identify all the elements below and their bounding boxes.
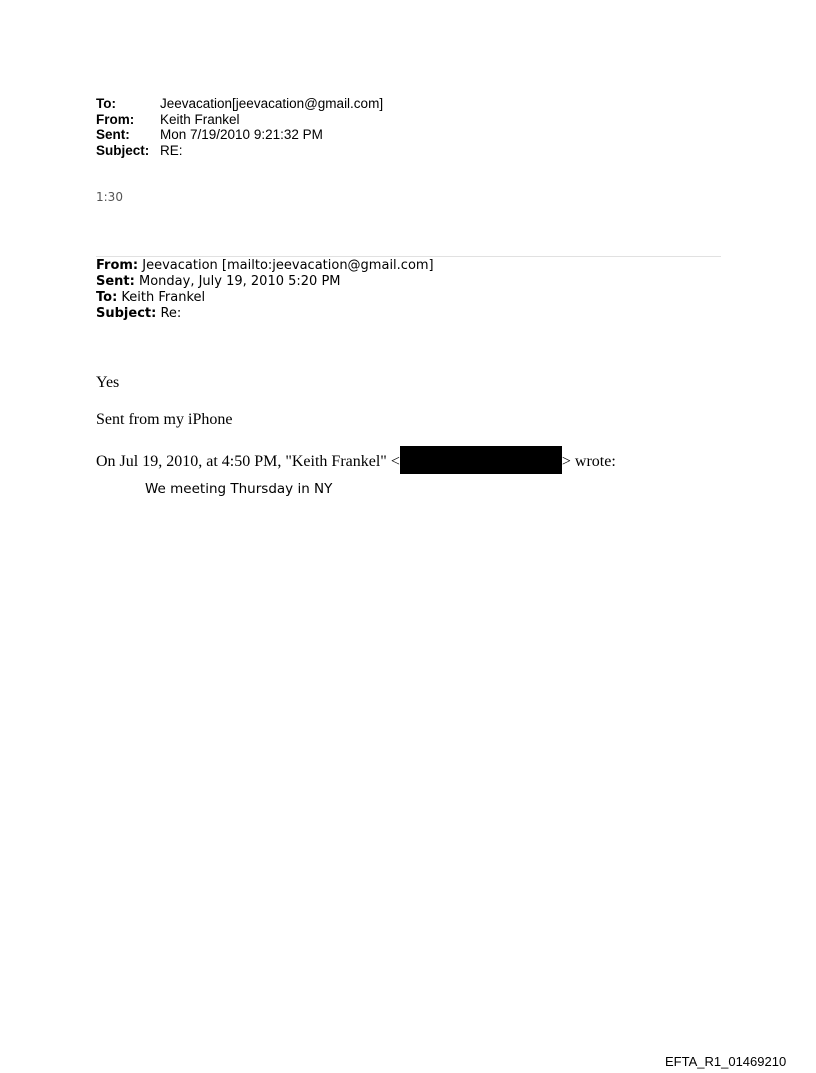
bates-number: EFTA_R1_01469210 <box>665 1054 787 1069</box>
quoted-to-label: To: <box>96 290 118 305</box>
quoted-from-label: From: <box>96 258 139 273</box>
to-label: To: <box>96 96 116 111</box>
quoted-subject-value: Re: <box>160 306 182 321</box>
sent-label: Sent: <box>96 127 130 142</box>
to-value: Jeevacation[jeevacation@gmail.com] <box>160 96 384 111</box>
quoted-to-line <box>96 290 434 306</box>
subject-row <box>96 143 383 159</box>
quoted-to-value: Keith Frankel <box>121 290 206 305</box>
email-header <box>96 96 383 158</box>
quoted-sent-label: Sent: <box>96 274 135 289</box>
from-value: Keith Frankel <box>160 111 240 127</box>
quoted-header <box>96 258 434 322</box>
message-signature: Sent from my iPhone <box>96 411 233 428</box>
quoted-subject-line <box>96 306 434 322</box>
quoted-from-line <box>96 258 434 274</box>
quoted-subject-label: Subject: <box>96 306 157 321</box>
from-label: From: <box>96 111 135 127</box>
subject-label: Subject: <box>96 142 150 158</box>
sent-value: Mon 7/19/2010 9:21:32 PM <box>160 127 323 142</box>
from-row <box>96 112 383 128</box>
quoted-sent-value: Monday, July 19, 2010 5:20 PM <box>139 274 341 289</box>
quoted-from-value: Jeevacation [mailto:jeevacation@gmail.com] <box>142 258 434 273</box>
attribution-line <box>96 446 616 474</box>
sent-row <box>96 127 383 143</box>
redaction-box <box>400 446 562 474</box>
subject-value: RE: <box>160 142 183 158</box>
reply-body-text: 1:30 <box>96 190 123 204</box>
attribution-suffix: > wrote: <box>561 453 616 470</box>
attribution-prefix: On Jul 19, 2010, at 4:50 PM, "Keith Frankel" < <box>96 453 400 470</box>
original-message-text: We meeting Thursday in NY <box>145 481 333 497</box>
quote-divider <box>96 256 721 257</box>
message-line-yes: Yes <box>96 374 120 391</box>
quoted-sent-line <box>96 274 434 290</box>
to-row <box>96 96 383 112</box>
